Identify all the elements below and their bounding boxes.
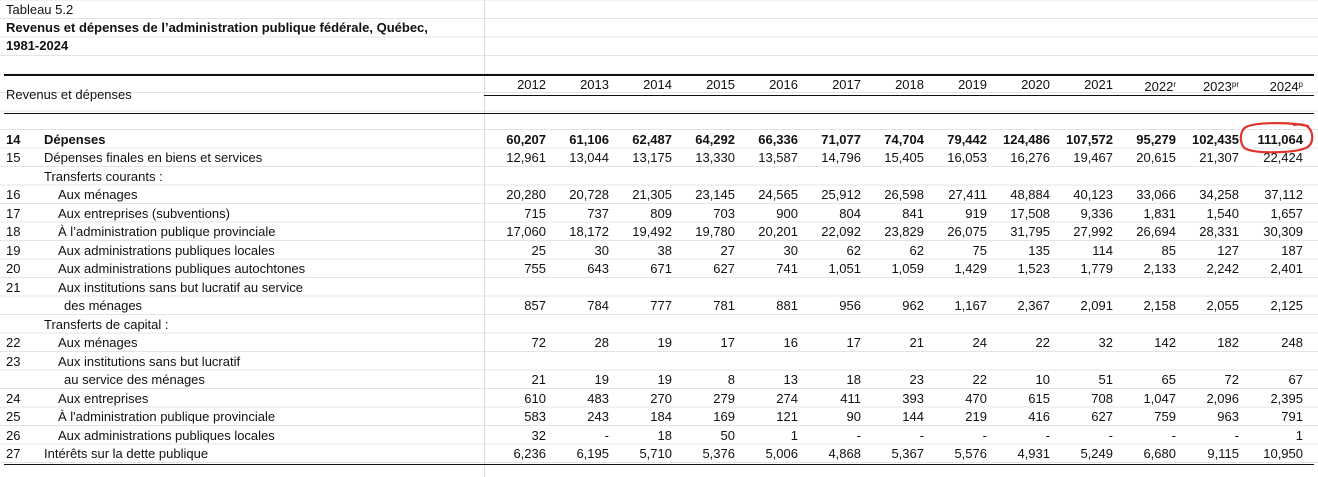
value-cell: 13,044 [569,150,609,165]
value-cell: 32 [531,428,546,443]
value-cell: 784 [587,298,609,313]
value-cell: 643 [587,261,609,276]
value-cell: - [1045,428,1050,443]
value-cell: - [919,428,924,443]
value-cell: 26,075 [947,224,987,239]
row-number: 26 [6,428,21,443]
year-label: 2023 [1202,79,1232,94]
value-cell: 274 [776,391,798,406]
value-cell: 5,710 [639,446,672,461]
value-cell: 1 [1295,428,1303,443]
value-cell: 1,540 [1206,206,1239,221]
value-cell: - [982,428,987,443]
value-cell: 1,429 [954,261,987,276]
value-cell: 26,694 [1136,224,1176,239]
value-cell: 9,336 [1080,206,1113,221]
table-row [0,408,1318,426]
value-cell: 16,276 [1010,150,1050,165]
year-label: 2021 [1084,77,1113,92]
row-number: 18 [6,224,21,239]
table-row [0,297,1318,315]
value-cell: 12,961 [506,150,546,165]
year-label: 2014 [643,77,672,92]
row-label: Aux ménages [58,187,138,202]
table-number: Tableau 5.2 [6,2,74,17]
value-cell: 4,931 [1017,446,1050,461]
row-label: Aux administrations publiques autochtones [58,261,306,276]
value-cell: 102,435 [1192,132,1239,147]
value-cell: 2,096 [1206,391,1239,406]
value-cell: 21,307 [1199,150,1239,165]
value-cell: 737 [587,206,609,221]
value-cell: 65 [1161,372,1176,387]
year-header-cell [803,76,861,94]
value-cell: 85 [1161,243,1176,258]
value-cell: - [1171,428,1176,443]
row-number: 14 [6,132,21,147]
row-number: 24 [6,391,21,406]
table-row [0,427,1318,445]
value-cell: 2,158 [1143,298,1176,313]
value-cell: 13 [783,372,798,387]
value-cell: 2,242 [1206,261,1239,276]
value-cell: 279 [713,391,735,406]
value-cell: 270 [650,391,672,406]
value-cell: 187 [1281,243,1303,258]
table-bottom-rule [4,464,1314,465]
year-label: 2018 [895,77,924,92]
value-cell: 5,249 [1080,446,1113,461]
value-cell: 8 [727,372,735,387]
value-cell: 1 [790,428,798,443]
value-cell: 64,292 [695,132,735,147]
value-cell: 32 [1098,335,1113,350]
value-cell: 10 [1035,372,1050,387]
value-cell: 627 [713,261,735,276]
value-cell: 841 [902,206,924,221]
value-cell: 2,367 [1017,298,1050,313]
value-cell: 19 [657,372,672,387]
header-bottom-rule [4,113,1314,114]
value-cell: 22,092 [821,224,861,239]
value-cell: 124,486 [1003,132,1050,147]
value-cell: 15,405 [884,150,924,165]
value-cell: 72 [531,335,546,350]
value-cell: 962 [902,298,924,313]
value-cell: 90 [846,409,861,424]
value-cell: 19 [594,372,609,387]
value-cell: 37,112 [1264,187,1303,202]
annotation-circle [1238,121,1316,155]
value-cell: 23 [909,372,924,387]
value-cell: 2,401 [1270,261,1303,276]
value-cell: 416 [1028,409,1050,424]
row-number: 21 [6,280,21,295]
value-cell: 16 [783,335,798,350]
value-cell: 22 [972,372,987,387]
value-cell: 17,508 [1010,206,1050,221]
value-cell: 74,704 [884,132,924,147]
row-label: Transferts courants : [44,169,163,184]
year-header-cell [614,76,672,94]
value-cell: 5,576 [954,446,987,461]
value-cell: 23,145 [695,187,735,202]
value-cell: 1,657 [1270,206,1303,221]
year-label: 2017 [832,77,861,92]
row-label: Aux entreprises [58,391,149,406]
value-cell: 9,115 [1207,446,1239,461]
value-cell: 182 [1217,335,1239,350]
value-cell: 24,565 [758,187,798,202]
row-label: Aux institutions sans but lucratif au service [58,280,303,295]
value-cell: - [604,428,609,443]
value-cell: 75 [972,243,987,258]
value-cell: 2,055 [1206,298,1239,313]
value-cell: 17 [846,335,861,350]
value-cell: 19 [657,335,672,350]
row-label: À l'administration publique provinciale [58,409,276,424]
value-cell: - [856,428,861,443]
table-row [0,353,1318,371]
row-number: 22 [6,335,21,350]
value-cell: 1,779 [1080,261,1113,276]
value-cell: 72 [1224,372,1239,387]
value-cell: 27,992 [1073,224,1113,239]
value-cell: 470 [965,391,987,406]
table-row [0,242,1318,260]
value-cell: 6,195 [576,446,609,461]
value-cell: 23,829 [884,224,924,239]
value-cell: 22 [1035,335,1050,350]
value-cell: 777 [650,298,672,313]
value-cell: 627 [1091,409,1113,424]
value-cell: 33,066 [1136,187,1176,202]
value-cell: 5,006 [765,446,798,461]
row-number: 20 [6,261,21,276]
value-cell: 22,424 [1263,150,1303,165]
year-header-cell [929,76,987,94]
value-cell: 1,051 [828,261,861,276]
table-row [0,445,1318,463]
table-row [0,131,1318,149]
value-cell: 107,572 [1066,132,1113,147]
value-cell: 2,091 [1080,298,1113,313]
row-label: Intérêts sur la dette publique [44,446,209,461]
value-cell: 114 [1092,243,1113,258]
year-label: 2012 [517,77,546,92]
value-cell: 34,258 [1199,187,1239,202]
value-cell: - [1108,428,1113,443]
row-label: Dépenses [44,132,106,147]
value-cell: 248 [1281,335,1303,350]
value-cell: 21,305 [632,187,672,202]
value-cell: 27,411 [948,187,987,202]
header-label: Revenus et dépenses [6,87,132,102]
value-cell: 1,831 [1143,206,1176,221]
value-cell: 14,796 [821,150,861,165]
table-title-line1: Revenus et dépenses de l’administration publique fédérale, Québec, [6,20,428,35]
year-header-cell [677,76,735,94]
value-cell: 111,064 [1257,132,1303,147]
value-cell: 715 [524,206,546,221]
value-cell: 17,060 [506,224,546,239]
year-header-cell [1181,76,1239,96]
value-cell: 615 [1028,391,1050,406]
value-cell: 2,395 [1270,391,1303,406]
value-cell: 144 [902,409,924,424]
value-cell: 135 [1028,243,1050,258]
value-cell: 21 [909,335,924,350]
value-cell: 21 [531,372,546,387]
value-cell: 18 [657,428,672,443]
value-cell: 919 [965,206,987,221]
value-cell: 25,912 [821,187,861,202]
year-label: 2024 [1269,79,1299,94]
value-cell: 13,587 [758,150,798,165]
value-cell: 121 [776,409,798,424]
year-header-cell [551,76,609,94]
row-number: 15 [6,150,21,165]
value-cell: 881 [776,298,798,313]
value-cell: 127 [1217,243,1239,258]
value-cell: 28 [594,335,609,350]
value-cell: 169 [713,409,735,424]
value-cell: 184 [650,409,672,424]
value-cell: 6,680 [1143,446,1176,461]
year-header-cell [740,76,798,94]
row-label: des ménages [64,298,143,313]
year-header-cell [1055,76,1113,94]
table-row [0,371,1318,389]
row-number: 17 [6,206,21,221]
value-cell: 6,236 [513,446,546,461]
value-cell: 61,106 [569,132,609,147]
value-cell: 809 [650,206,672,221]
year-header-cell [1118,76,1176,96]
value-cell: 956 [839,298,861,313]
value-cell: 791 [1281,409,1303,424]
value-cell: 393 [902,391,924,406]
value-cell: 741 [776,261,798,276]
value-cell: 18,172 [569,224,609,239]
value-cell: 781 [713,298,735,313]
value-cell: 38 [657,243,672,258]
value-cell: 804 [839,206,861,221]
year-label: 2015 [706,77,735,92]
value-cell: 19,492 [632,224,672,239]
year-note: p [1298,80,1303,89]
value-cell: 40,123 [1073,187,1113,202]
year-label: 2013 [580,77,609,92]
value-cell: 60,207 [506,132,546,147]
year-header-cell [1245,76,1303,96]
value-cell: 20,728 [569,187,609,202]
value-cell: 610 [524,391,546,406]
value-cell: 24 [972,335,987,350]
row-label: Aux administrations publiques locales [58,428,275,443]
year-label: 2016 [769,77,798,92]
row-number: 27 [6,446,21,461]
value-cell: 28,331 [1199,224,1239,239]
value-cell: 857 [524,298,546,313]
value-cell: - [1234,428,1239,443]
table-row [0,168,1318,186]
value-cell: 16,053 [947,150,987,165]
table-row [0,279,1318,297]
row-label: Aux administrations publiques locales [58,243,275,258]
year-header-cell [992,76,1050,94]
table-row [0,334,1318,352]
value-cell: 51 [1098,372,1113,387]
year-note: pr [1231,80,1239,89]
value-cell: 27 [720,243,735,258]
value-cell: 62 [846,243,861,258]
value-cell: 66,336 [758,132,798,147]
value-cell: 19,467 [1073,150,1113,165]
value-cell: 142 [1154,335,1176,350]
table-row [0,205,1318,223]
value-cell: 483 [587,391,609,406]
value-cell: 13,175 [632,150,672,165]
value-cell: 900 [776,206,798,221]
row-label: Aux ménages [58,335,138,350]
value-cell: 1,167 [954,298,987,313]
value-cell: 67 [1288,372,1303,387]
table-row [0,390,1318,408]
row-label: Aux entreprises (subventions) [58,206,230,221]
value-cell: 18 [846,372,861,387]
row-number: 23 [6,354,21,369]
value-cell: 13,330 [695,150,735,165]
row-label: Aux institutions sans but lucratif [58,354,241,369]
value-cell: 50 [720,428,735,443]
value-cell: 4,868 [828,446,861,461]
value-cell: 243 [587,409,609,424]
value-cell: 31,795 [1010,224,1050,239]
row-number: 19 [6,243,21,258]
table-row [0,316,1318,334]
row-label: Transferts de capital : [44,317,169,332]
value-cell: 30 [594,243,609,258]
table-row [0,186,1318,204]
year-label: 2022 [1144,79,1174,94]
value-cell: 20,615 [1136,150,1176,165]
value-cell: 963 [1217,409,1239,424]
year-note: r [1173,80,1176,89]
row-label: À l’administration publique provinciale [58,224,276,239]
value-cell: 10,950 [1263,446,1303,461]
row-label: Dépenses finales en biens et services [44,150,263,165]
row-number: 25 [6,409,21,424]
year-header-cell [866,76,924,94]
value-cell: 26,598 [884,187,924,202]
row-number: 16 [6,187,21,202]
value-cell: 20,201 [758,224,798,239]
value-cell: 19,780 [695,224,735,239]
value-cell: 759 [1154,409,1176,424]
value-cell: 20,280 [506,187,546,202]
table-row [0,149,1318,167]
value-cell: 30 [783,243,798,258]
value-cell: 671 [650,261,672,276]
value-cell: 219 [965,409,987,424]
value-cell: 95,279 [1136,132,1176,147]
table-title-line2: 1981-2024 [6,38,69,53]
value-cell: 708 [1091,391,1113,406]
year-label: 2020 [1021,77,1050,92]
value-cell: 62,487 [632,132,672,147]
value-cell: 703 [713,206,735,221]
value-cell: 755 [524,261,546,276]
table-row [0,260,1318,278]
value-cell: 71,077 [821,132,861,147]
value-cell: 1,059 [891,261,924,276]
year-label: 2019 [958,77,987,92]
value-cell: 79,442 [947,132,987,147]
value-cell: 17 [720,335,735,350]
table-row [0,223,1318,241]
value-cell: 411 [840,391,861,406]
value-cell: 30,309 [1263,224,1303,239]
row-label: au service des ménages [64,372,205,387]
value-cell: 2,125 [1270,298,1303,313]
value-cell: 2,133 [1143,261,1176,276]
value-cell: 5,376 [702,446,735,461]
value-cell: 1,047 [1143,391,1176,406]
value-cell: 5,367 [891,446,924,461]
value-cell: 48,884 [1010,187,1050,202]
year-header-cell [488,76,546,94]
value-cell: 1,523 [1017,261,1050,276]
value-cell: 25 [531,243,546,258]
value-cell: 62 [909,243,924,258]
value-cell: 583 [524,409,546,424]
